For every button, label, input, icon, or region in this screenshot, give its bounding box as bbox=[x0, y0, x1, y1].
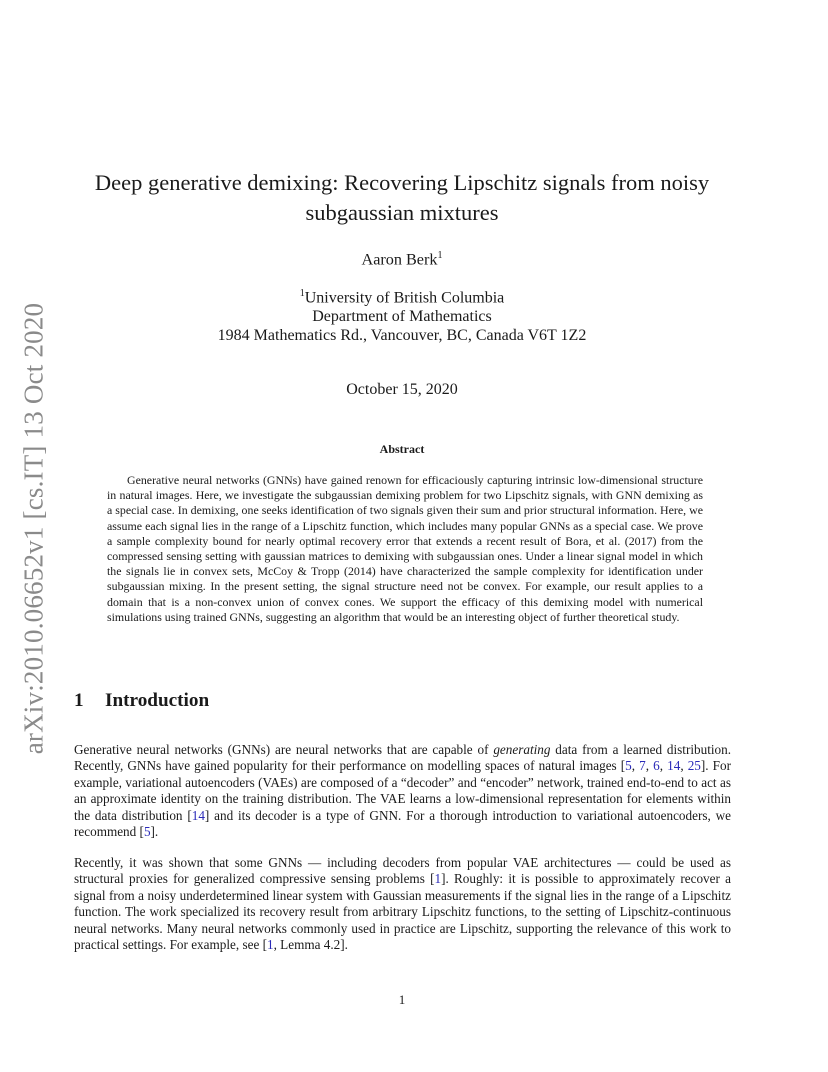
section-title: Introduction bbox=[105, 690, 210, 711]
intro-paragraph-2: Recently, it was shown that some GNNs — including decoders from popular VAE architectures — could be used as structural proxies for generalized compressive sensing problems [1]. Roughly: it is possible to approximately recover a signal from a noisy underdetermined linear system with Gaussian measurements if the signal lies in the range of a Lipschitz function. The work specialized its recovery result from arbitrary Lipschitz functions, to the setting of Lipschitz-continuous neural networks. Many neural networks commonly used in practice are Lipschitz, supporting the relevance of this work to practical settings. For example, see [1, Lemma 4.2]. bbox=[74, 855, 731, 953]
author-superscript: 1 bbox=[437, 250, 443, 261]
citation-link[interactable]: 14 bbox=[667, 758, 681, 774]
affiliation-block bbox=[0, 284, 804, 345]
author-name: Aaron Berk bbox=[361, 250, 438, 269]
section-number: 1 bbox=[74, 690, 84, 711]
citation-link[interactable]: 7 bbox=[639, 758, 646, 774]
citation-link[interactable]: 1 bbox=[434, 871, 442, 887]
affiliation-line-3: 1984 Mathematics Rd., Vancouver, BC, Canada V6T 1Z2 bbox=[217, 327, 587, 345]
affiliation-line-1: $^1$University of British Columbia bbox=[299, 288, 505, 307]
citation-link[interactable]: 5 bbox=[143, 824, 151, 840]
section-heading bbox=[74, 690, 209, 712]
affiliation-superscript: 1 bbox=[299, 288, 305, 299]
citation-link[interactable]: 14 bbox=[191, 807, 205, 823]
page-number: 1 bbox=[398, 992, 406, 1007]
paper-date: October 15, 2020 bbox=[346, 381, 458, 398]
author-line bbox=[0, 250, 804, 269]
paper-title: Deep generative demixing: Recovering Lipschitz signals from noisy subgaussian mixtures bbox=[94, 170, 710, 225]
citation-link[interactable]: 5 bbox=[625, 758, 632, 774]
citation-link[interactable]: 25 bbox=[687, 758, 701, 774]
emphasis-generating: generating bbox=[493, 742, 551, 757]
abstract-heading: Abstract bbox=[379, 442, 425, 456]
intro-paragraph-1: Generative neural networks (GNNs) are neural networks that are capable of generating data from a learned distribution. Recently, GNNs have gained popularity for their performance on modelling spaces of natural images [5, 7, 6, 14, 25]. For example, variational autoencoders (VAEs) are composed of a “decoder” and “encoder” network, trained end-to-end to act as an approximate identity on the training distribution. The VAE learns a low-dimensional representation for elements within the data distribution [14] and its decoder is a type of GNN. For a thorough introduction to variational autoencoders, we recommend [5]. bbox=[74, 742, 732, 840]
arxiv-stamp-text: arXiv:2010.06652v1 [cs.IT] 13 Oct 2020 bbox=[18, 302, 49, 755]
abstract-text: Generative neural networks (GNNs) have gained renown for efficaciously capturing intrinsic low-dimensional structure in natural images. Here, we investigate the subgaussian demixing problem for two Lipschitz signals, with GNN demixing as a special case. In demixing, one seeks identification of two signals given their sum and prior structural information. Here, we assume each signal lies in the range of a Lipschitz function, which includes many popular GNNs as a special case. We prove a sample complexity bound for nearly optimal recovery error that extends a recent result of Bora, et al. (2017) from the compressed sensing setting with gaussian matrices to demixing with subgaussian ones. Under a linear signal model in which the signals lie in convex sets, McCoy & Tropp (2014) have characterized the sample complexity for identification under subgaussian mixing. In the present setting, the signal structure need not be convex. For example, our result applies to a domain that is a non-convex union of convex cones. We support the efficacy of this demixing model with numerical simulations using trained GNNs, suggesting an algorithm that would be an interesting object of further theoretical study. bbox=[107, 473, 703, 624]
affiliation-line-2: Department of Mathematics bbox=[312, 308, 492, 326]
citation-link[interactable]: 1 bbox=[266, 937, 274, 953]
citation-link[interactable]: 6 bbox=[653, 758, 660, 774]
arxiv-stamp bbox=[14, 296, 54, 761]
